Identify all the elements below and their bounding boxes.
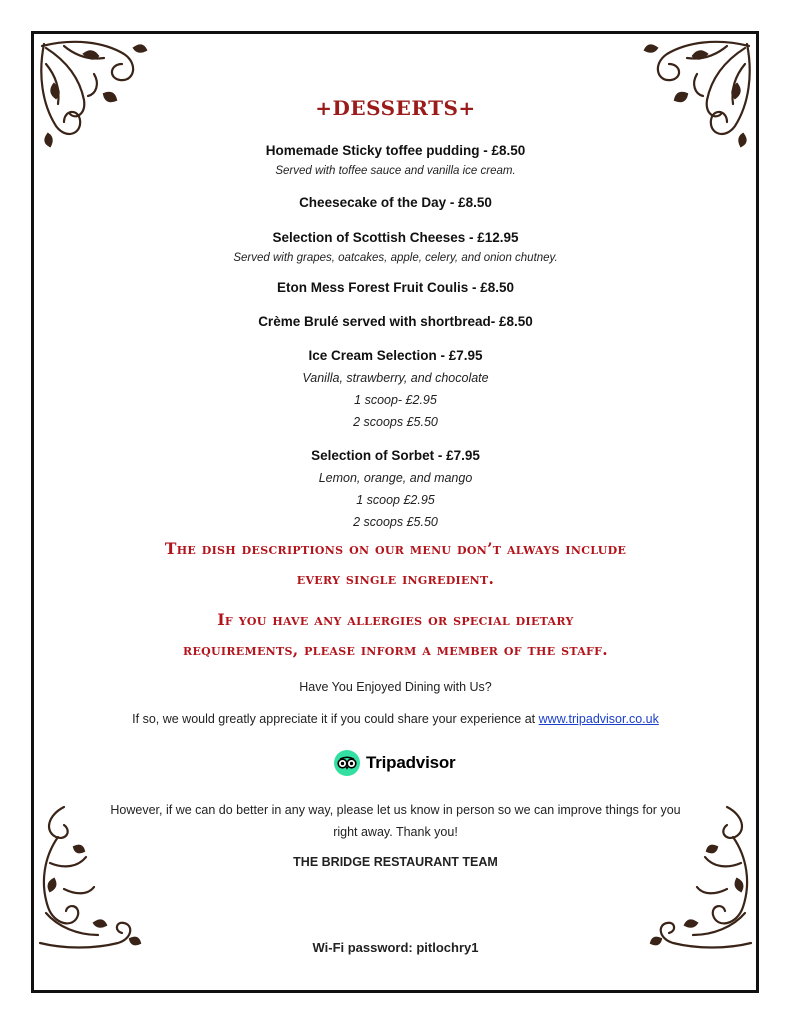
notice-line: The dish descriptions on our menu don’t always include: [164, 539, 627, 558]
item-option: 2 scoops £5.50: [353, 415, 438, 429]
item-name: Homemade Sticky toffee pudding - £8.50: [265, 143, 526, 158]
closing-line: However, if we can do better in any way, please let us know in person so we can improve things for you: [110, 803, 681, 817]
team-signature: THE BRIDGE RESTAURANT TEAM: [293, 855, 498, 869]
menu-item-eton-mess: [60, 277, 731, 299]
item-name: Crème Brulé served with shortbread- £8.50: [258, 314, 533, 329]
item-name: Selection of Sorbet - £7.95: [311, 448, 480, 463]
item-option: 1 scoop- £2.95: [354, 393, 437, 407]
item-name: Ice Cream Selection - £7.95: [308, 348, 483, 363]
item-name: Cheesecake of the Day - £8.50: [299, 195, 492, 210]
menu-item-ice-cream: [60, 345, 731, 433]
closing-message: [60, 799, 731, 843]
tripadvisor-wordmark: Tripadvisor: [366, 753, 456, 772]
notice-line: every single ingredient.: [296, 569, 495, 588]
item-name: Selection of Scottish Cheeses - £12.95: [272, 230, 519, 245]
item-name: Eton Mess Forest Fruit Coulis - £8.50: [276, 280, 515, 295]
feedback-text: [60, 708, 731, 730]
wifi-password: Wi-Fi password: pitlochry1: [312, 940, 479, 955]
closing-line: right away. Thank you!: [333, 825, 458, 839]
feedback-sentence: If so, we would greatly appreciate it if you could share your experience at: [132, 712, 539, 726]
allergy-notice: [60, 605, 731, 665]
menu-item-cheesecake: [60, 192, 731, 214]
menu-item-sorbet: [60, 445, 731, 533]
notice-line: If you have any allergies or special dietary: [217, 610, 574, 629]
menu-item-cheeses: [60, 227, 731, 267]
feedback-question: Have You Enjoyed Dining with Us?: [299, 680, 492, 694]
notice-line: requirements, please inform a member of the staff.: [183, 640, 608, 659]
item-option: 2 scoops £5.50: [353, 515, 438, 529]
item-description: Served with toffee sauce and vanilla ice cream.: [275, 165, 516, 177]
tripadvisor-link[interactable]: www.tripadvisor.co.uk: [538, 712, 659, 726]
menu-item-sticky-toffee: [60, 140, 731, 180]
item-description: Vanilla, strawberry, and chocolate: [302, 371, 489, 385]
owl-icon: [334, 750, 360, 776]
item-description: Lemon, orange, and mango: [318, 471, 473, 485]
tripadvisor-logo: [334, 748, 455, 778]
menu-content: [60, 0, 731, 1024]
item-option: 1 scoop £2.95: [356, 493, 435, 507]
menu-item-creme-brule: [60, 311, 731, 333]
item-description: Served with grapes, oatcakes, apple, celery, and onion chutney.: [233, 252, 558, 264]
ingredient-notice: [60, 534, 731, 594]
menu-title: +DESSERTS+: [315, 96, 476, 120]
